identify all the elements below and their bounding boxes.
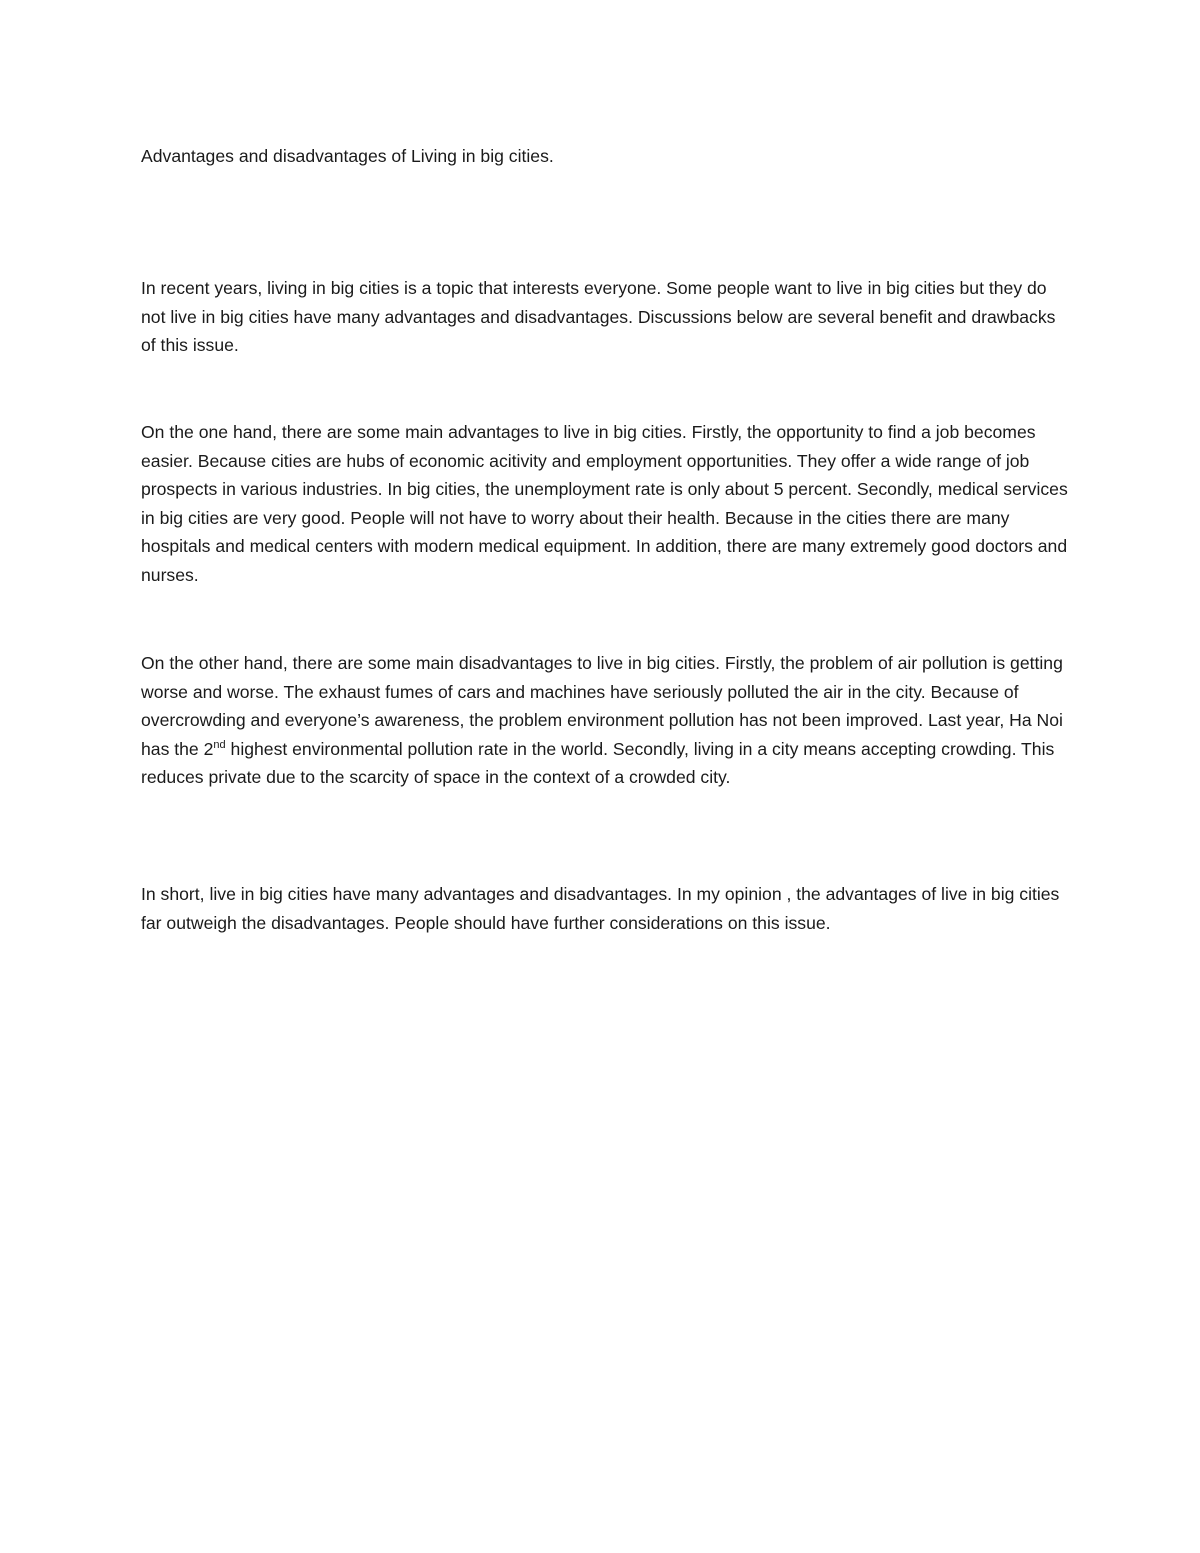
disadvantages-text-part2: highest environmental pollution rate in the world. Secondly, living in a city means accepting crowding. This reduces private due to the scarcity of space in the context of a crowded city. [141,738,1055,788]
ordinal-superscript: nd [213,738,226,751]
intro-paragraph: In recent years, living in big cities is a topic that interests everyone. Some people want to live in big cities but they do not live in big cities have many advantages and disadvantages. Discussions below are several benefit and drawbacks of this issue. [141,278,1056,356]
disadvantages-text-part1: On the other hand, there are some main disadvantages to live in big cities. Firstly, the problem of air pollution is getting worse and worse. The exhaust fumes of cars and machines have seriously polluted the air in the city. Because of overcrowding and everyone’s awareness, the problem environment pollution has not been improved. Last year, Ha Noi has the 2 [141,653,1063,759]
disadvantages-paragraph [141,649,1071,792]
document-title: Advantages and disadvantages of Living in big cities. [141,146,554,166]
conclusion-paragraph: In short, live in big cities have many advantages and disadvantages. In my opinion , the advantages of live in big cities far outweigh the disadvantages. People should have further considerations on this issue. [141,884,1060,933]
advantages-paragraph: On the one hand, there are some main advantages to live in big cities. Firstly, the opportunity to find a job becomes easier. Because cities are hubs of economic acitivity and employment opportunities. They offer a wide range of job prospects in various industries. In big cities, the unemployment rate is only about 5 percent. Secondly, medical services in big cities are very good. People will not have to worry about their health. Because in the cities there are many hospitals and medical centers with modern medical equipment. In addition, there are many extremely good doctors and nurses. [141,422,1068,585]
